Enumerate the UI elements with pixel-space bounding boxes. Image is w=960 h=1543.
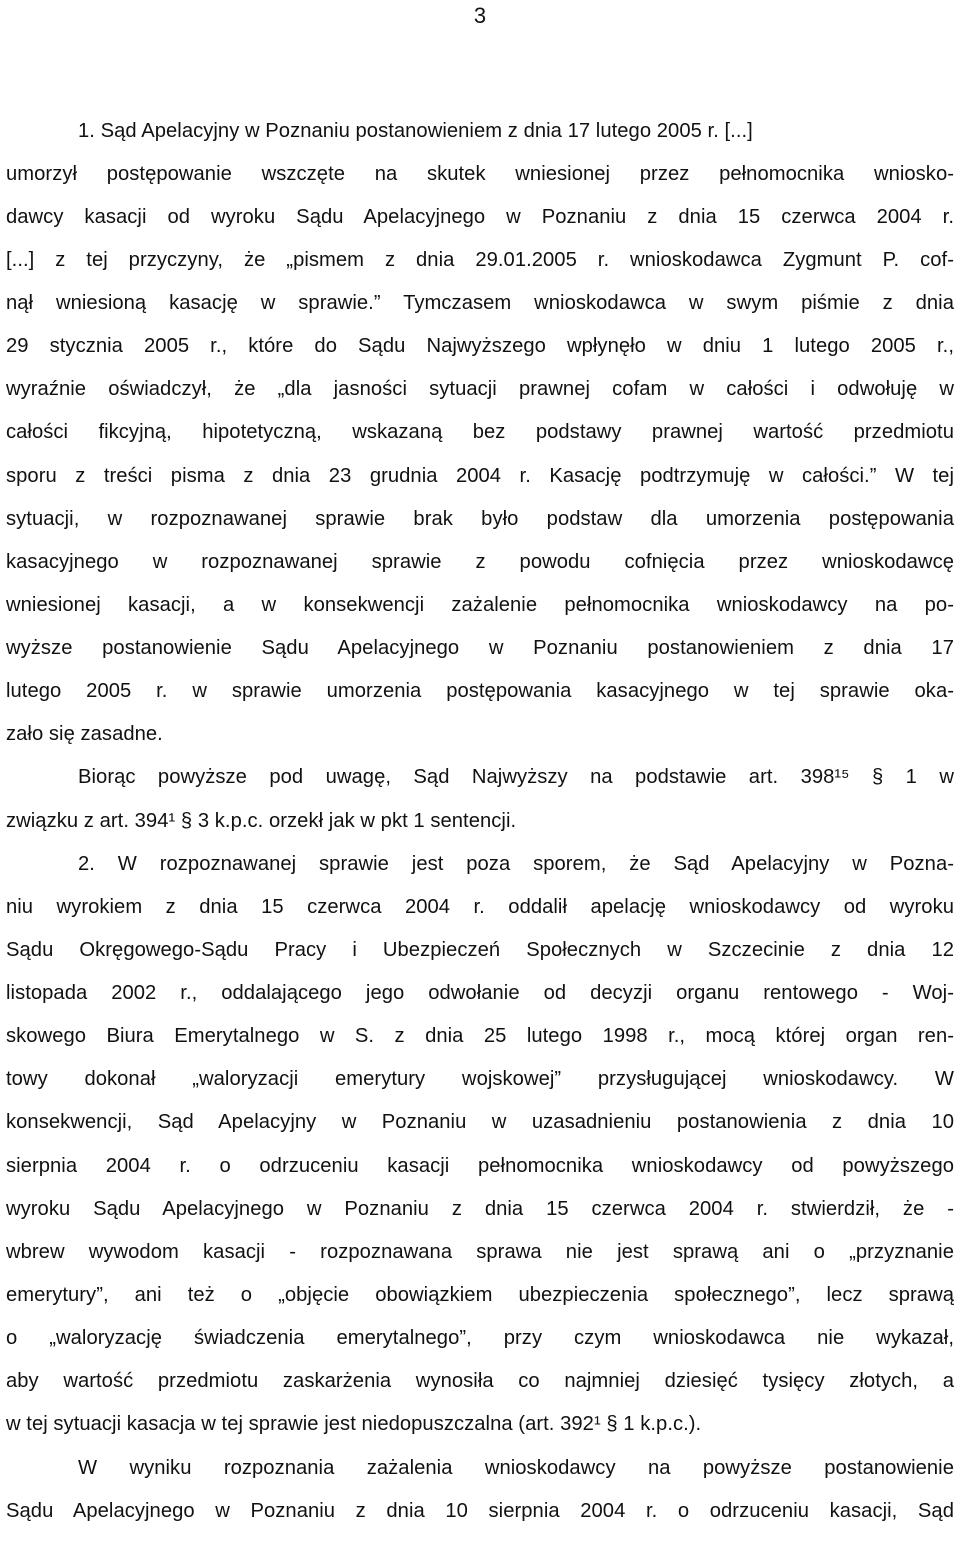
text-line: emerytury”, ani też o „objęcie obowiązkiem ubezpieczenia społecznego”, lecz sprawą xyxy=(6,1284,954,1306)
text-line: lutego 2005 r. w sprawie umorzenia postępowania kasacyjnego w tej sprawie oka- xyxy=(6,680,954,702)
text-line: kasacyjnego w rozpoznawanej sprawie z powodu cofnięcia przez wnioskodawcę xyxy=(6,551,954,573)
text-line: skowego Biura Emerytalnego w S. z dnia 25 lutego 1998 r., mocą której organ ren- xyxy=(6,1025,954,1047)
text-line: listopada 2002 r., oddalającego jego odwołanie od decyzji organu rentowego - Woj- xyxy=(6,982,954,1004)
text-line: umorzył postępowanie wszczęte na skutek wniesionej przez pełnomocnika wniosko- xyxy=(6,163,954,185)
text-line: 1. Sąd Apelacyjny w Poznaniu postanowieniem z dnia 17 lutego 2005 r. [...] xyxy=(78,120,753,142)
text-line: sytuacji, w rozpoznawanej sprawie brak było podstaw dla umorzenia postępowania xyxy=(6,508,954,530)
text-line: towy dokonał „waloryzacji emerytury wojskowej” przysługującej wnioskodawcy. W xyxy=(6,1068,954,1090)
text-line: konsekwencji, Sąd Apelacyjny w Poznaniu w uzasadnieniu postanowienia z dnia 10 xyxy=(6,1111,954,1133)
text-line: sierpnia 2004 r. o odrzuceniu kasacji pełnomocnika wnioskodawcy od powyższego xyxy=(6,1155,954,1177)
text-line: wbrew wywodom kasacji - rozpoznawana sprawa nie jest sprawą ani o „przyznanie xyxy=(6,1241,954,1263)
text-line: wyroku Sądu Apelacyjnego w Poznaniu z dnia 15 czerwca 2004 r. stwierdził, że - xyxy=(6,1198,954,1220)
text-line: zało się zasadne. xyxy=(6,723,163,745)
text-line: Sądu Okręgowego-Sądu Pracy i Ubezpieczeń Społecznych w Szczecinie z dnia 12 xyxy=(6,939,954,961)
text-line: dawcy kasacji od wyroku Sądu Apelacyjnego w Poznaniu z dnia 15 czerwca 2004 r. xyxy=(6,206,954,228)
text-line: niu wyrokiem z dnia 15 czerwca 2004 r. oddalił apelację wnioskodawcy od wyroku xyxy=(6,896,954,918)
text-line: wniesionej kasacji, a w konsekwencji zażalenie pełnomocnika wnioskodawcy na po- xyxy=(6,594,954,616)
text-line: 29 stycznia 2005 r., które do Sądu Najwyższego wpłynęło w dniu 1 lutego 2005 r., xyxy=(6,335,954,357)
text-line: wyższe postanowienie Sądu Apelacyjnego w Poznaniu postanowieniem z dnia 17 xyxy=(6,637,954,659)
text-line: [...] z tej przyczyny, że „pismem z dnia 29.01.2005 r. wnioskodawca Zygmunt P. cof- xyxy=(6,249,954,271)
text-line: 2. W rozpoznawanej sprawie jest poza sporem, że Sąd Apelacyjny w Pozna- xyxy=(78,853,954,875)
text-line: o „waloryzację świadczenia emerytalnego”, przy czym wnioskodawca nie wykazał, xyxy=(6,1327,954,1349)
text-line: w tej sytuacji kasacja w tej sprawie jest niedopuszczalna (art. 392¹ § 1 k.p.c.). xyxy=(6,1413,702,1435)
text-line: związku z art. 394¹ § 3 k.p.c. orzekł jak w pkt 1 sentencji. xyxy=(6,810,517,832)
text-line: Sądu Apelacyjnego w Poznaniu z dnia 10 sierpnia 2004 r. o odrzuceniu kasacji, Sąd xyxy=(6,1500,954,1522)
text-line: W wyniku rozpoznania zażalenia wnioskodawcy na powyższe postanowienie xyxy=(78,1457,954,1479)
text-line: całości fikcyjną, hipotetyczną, wskazaną bez podstawy prawnej wartość przedmiotu xyxy=(6,421,954,443)
text-line: sporu z treści pisma z dnia 23 grudnia 2004 r. Kasację podtrzymuję w całości.” W tej xyxy=(6,465,954,487)
text-line: Biorąc powyższe pod uwagę, Sąd Najwyższy na podstawie art. 398¹⁵ § 1 w xyxy=(78,766,954,788)
page-number: 3 xyxy=(473,3,487,28)
text-line: nął wniesioną kasację w sprawie.” Tymczasem wnioskodawca w swym piśmie z dnia xyxy=(6,292,954,314)
text-line: wyraźnie oświadczył, że „dla jasności sytuacji prawnej cofam w całości i odwołuję w xyxy=(6,378,954,400)
text-line: aby wartość przedmiotu zaskarżenia wynosiła co najmniej dziesięć tysięcy złotych, a xyxy=(6,1370,954,1392)
